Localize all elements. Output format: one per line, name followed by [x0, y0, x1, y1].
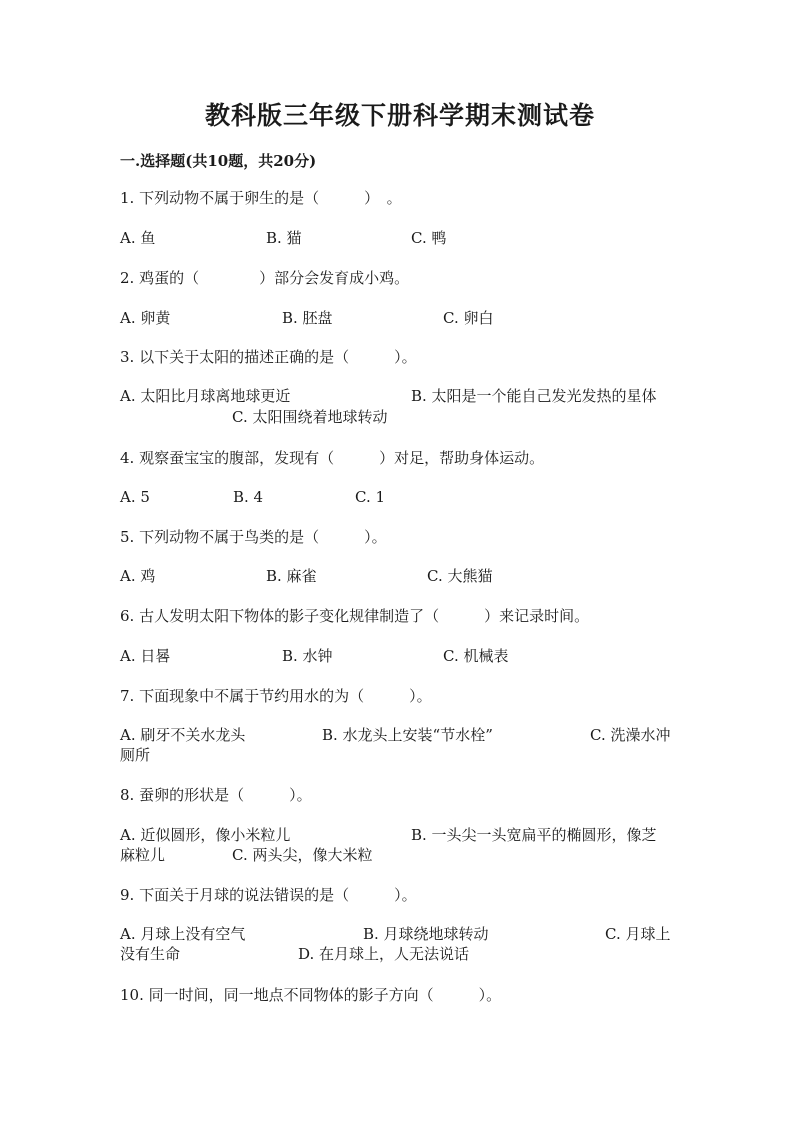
question-8-option-b: B. 一头尖一头宽扁平的椭圆形，像芝: [411, 826, 657, 844]
question-8-option-a: A. 近似圆形，像小米粒儿: [120, 826, 291, 844]
question-2-option-b: B. 胚盘: [282, 309, 333, 327]
question-8-stem: 8. 蚕卵的形状是（ ）。: [120, 786, 312, 804]
question-9-option-b: B. 月球绕地球转动: [363, 925, 489, 943]
question-10-stem: 10. 同一时间，同一地点不同物体的影子方向（ ）。: [120, 986, 502, 1004]
question-5-option-c: C. 大熊猫: [427, 567, 493, 585]
question-9-option-c: C. 月球上: [605, 925, 671, 943]
question-3-option-a: A. 太阳比月球离地球更近: [120, 387, 291, 405]
question-1-stem: 1. 下列动物不属于卵生的是（ ） 。: [120, 189, 402, 207]
question-2-stem: 2. 鸡蛋的（ ）部分会发育成小鸡。: [120, 269, 410, 287]
question-7-stem: 7. 下面现象中不属于节约用水的为（ ）。: [120, 687, 432, 705]
question-4-option-b: B. 4: [233, 488, 264, 506]
question-7-option-c-cont: 厕所: [120, 746, 151, 764]
question-8-option-c: C. 两头尖，像大米粒: [232, 846, 373, 864]
question-4-stem: 4. 观察蚕宝宝的腹部，发现有（ ）对足，帮助身体运动。: [120, 449, 545, 467]
question-9-stem: 9. 下面关于月球的说法错误的是（ ）。: [120, 886, 417, 904]
question-5-option-a: A. 鸡: [120, 567, 156, 585]
question-4-option-a: A. 5: [120, 488, 150, 506]
question-3-stem: 3. 以下关于太阳的描述正确的是（ ）。: [120, 348, 417, 366]
question-1-option-b: B. 猫: [266, 229, 302, 247]
question-6-option-a: A. 日晷: [120, 647, 171, 665]
exam-title: 教科版三年级下册科学期末测试卷: [204, 101, 595, 130]
question-6-option-c: C. 机械表: [443, 647, 509, 665]
question-6-stem: 6. 古人发明太阳下物体的影子变化规律制造了（ ）来记录时间。: [120, 607, 590, 625]
question-4-option-c: C. 1: [355, 488, 386, 506]
question-7-option-b: B. 水龙头上安装“节水栓”: [322, 726, 493, 744]
question-2-option-a: A. 卵黄: [120, 309, 171, 327]
question-9-option-d: D. 在月球上，人无法说话: [298, 945, 470, 963]
question-5-stem: 5. 下列动物不属于鸟类的是（ ）。: [120, 528, 387, 546]
question-6-option-b: B. 水钟: [282, 647, 333, 665]
question-8-option-b-cont: 麻粒儿: [120, 846, 166, 864]
question-3-option-c: C. 太阳围绕着地球转动: [232, 408, 388, 426]
question-5-option-b: B. 麻雀: [266, 567, 317, 585]
question-7-option-c: C. 洗澡水冲: [590, 726, 671, 744]
question-1-option-a: A. 鱼: [120, 229, 156, 247]
question-3-option-b: B. 太阳是一个能自己发光发热的星体: [411, 387, 657, 405]
question-1-option-c: C. 鸭: [411, 229, 447, 247]
question-9-option-c-cont: 没有生命: [120, 945, 181, 963]
section-heading: 一.选择题(共10题，共20分): [120, 152, 317, 170]
question-7-option-a: A. 刷牙不关水龙头: [120, 726, 246, 744]
question-2-option-c: C. 卵白: [443, 309, 494, 327]
question-9-option-a: A. 月球上没有空气: [120, 925, 246, 943]
